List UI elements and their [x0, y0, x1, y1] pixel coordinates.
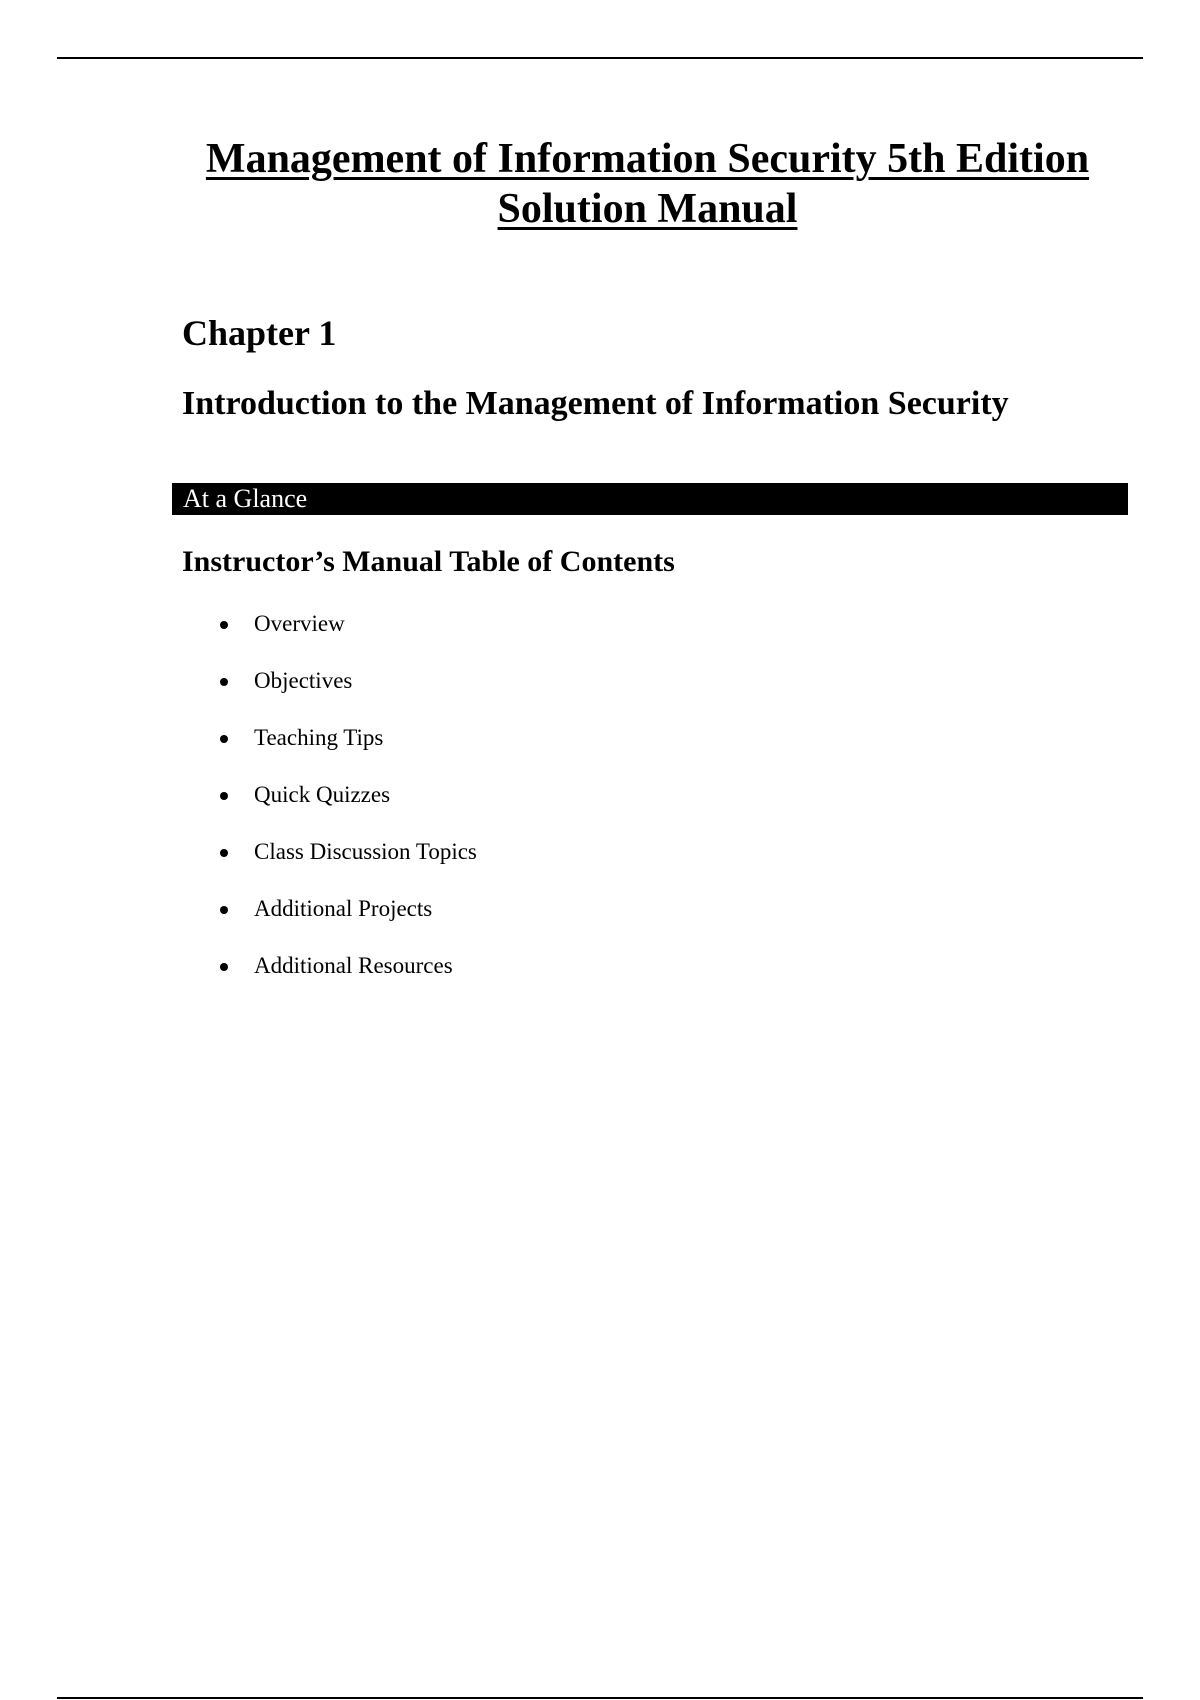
toc-item-additional-projects	[0, 891, 1200, 948]
at-a-glance-bar	[172, 483, 1128, 515]
bullet-icon	[220, 849, 228, 857]
toc-item-objectives	[0, 663, 1200, 720]
toc-item-label: Overview	[254, 611, 345, 636]
document-title-line-2: Solution Manual	[497, 186, 798, 232]
toc-item-quick-quizzes	[0, 777, 1200, 834]
toc-list	[0, 606, 1200, 1005]
toc-item-label: Class Discussion Topics	[254, 839, 477, 864]
toc-item-label: Quick Quizzes	[254, 782, 391, 807]
bullet-icon	[220, 963, 228, 971]
bullet-icon	[220, 792, 228, 800]
toc-item-teaching-tips	[0, 720, 1200, 777]
bullet-icon	[220, 906, 228, 914]
toc-heading: Instructor’s Manual Table of Contents	[182, 545, 675, 578]
document-title	[175, 134, 1120, 234]
chapter-subtitle: Introduction to the Management of Information Security	[182, 385, 1009, 422]
toc-item-label: Objectives	[254, 668, 353, 693]
top-rule	[57, 57, 1143, 59]
toc-item-label: Additional Projects	[254, 896, 433, 921]
bottom-rule	[57, 1697, 1143, 1699]
chapter-heading: Chapter 1	[182, 313, 337, 353]
toc-item-label: Teaching Tips	[254, 725, 384, 750]
document-title-line-1: Management of Information Security 5th Edition	[205, 136, 1090, 182]
toc-item-additional-resources	[0, 948, 1200, 1005]
toc-item-overview	[0, 606, 1200, 663]
bullet-icon	[220, 678, 228, 686]
toc-item-label: Additional Resources	[254, 953, 453, 978]
toc-item-class-discussion-topics	[0, 834, 1200, 891]
bullet-icon	[220, 735, 228, 743]
at-a-glance-label: At a Glance	[183, 484, 308, 513]
bullet-icon	[220, 621, 228, 629]
